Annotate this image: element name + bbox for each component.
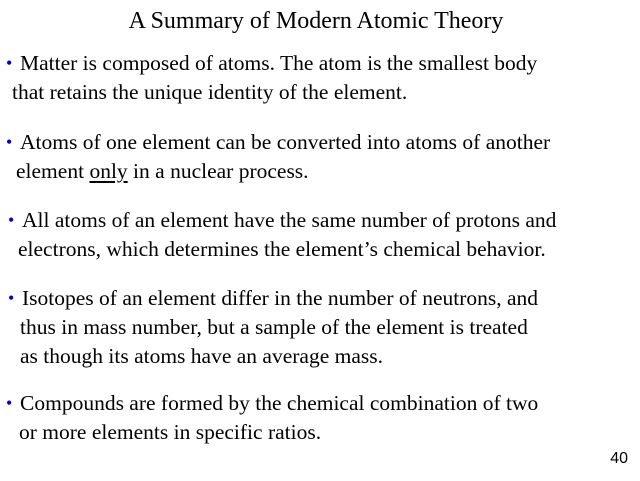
bullet-text-line: Matter is composed of atoms. The atom is the smallest body xyxy=(20,51,538,75)
bullet-text-line: as though its atoms have an average mass. xyxy=(20,344,384,368)
bullet-marker: • xyxy=(8,288,15,308)
bullet-text-line: or more elements in specific ratios. xyxy=(19,420,322,444)
slide-title: A Summary of Modern Atomic Theory xyxy=(128,8,504,34)
bullet-text-line: Isotopes of an element differ in the number of neutrons, and xyxy=(22,286,539,310)
bullet-text-line: Atoms of one element can be converted into atoms of another xyxy=(20,130,551,154)
bullet-atoms-converted-nuclear xyxy=(6,128,550,186)
bullet-text-segment: element xyxy=(16,159,90,183)
underlined-word-only: only xyxy=(89,159,128,183)
bullet-text-segment: in a nuclear process. xyxy=(127,159,309,183)
bullet-matter-composed-of-atoms xyxy=(6,49,537,107)
bullet-text-line: Compounds are formed by the chemical combination of two xyxy=(20,391,539,415)
bullet-marker: • xyxy=(6,132,13,152)
page-number: 40 xyxy=(610,450,628,467)
bullet-text-line: electrons, which determines the element’s chemical behavior. xyxy=(18,237,546,261)
bullet-compounds xyxy=(6,389,538,447)
bullet-marker: • xyxy=(8,210,15,230)
bullet-isotopes xyxy=(8,284,538,371)
bullet-same-protons-electrons xyxy=(8,206,556,264)
bullet-text-line: thus in mass number, but a sample of the element is treated xyxy=(20,315,528,339)
bullet-marker: • xyxy=(6,393,13,413)
bullet-text-line: that retains the unique identity of the element. xyxy=(12,80,408,104)
bullet-text-line: All atoms of an element have the same number of protons and xyxy=(22,208,557,232)
bullet-marker: • xyxy=(6,53,13,73)
